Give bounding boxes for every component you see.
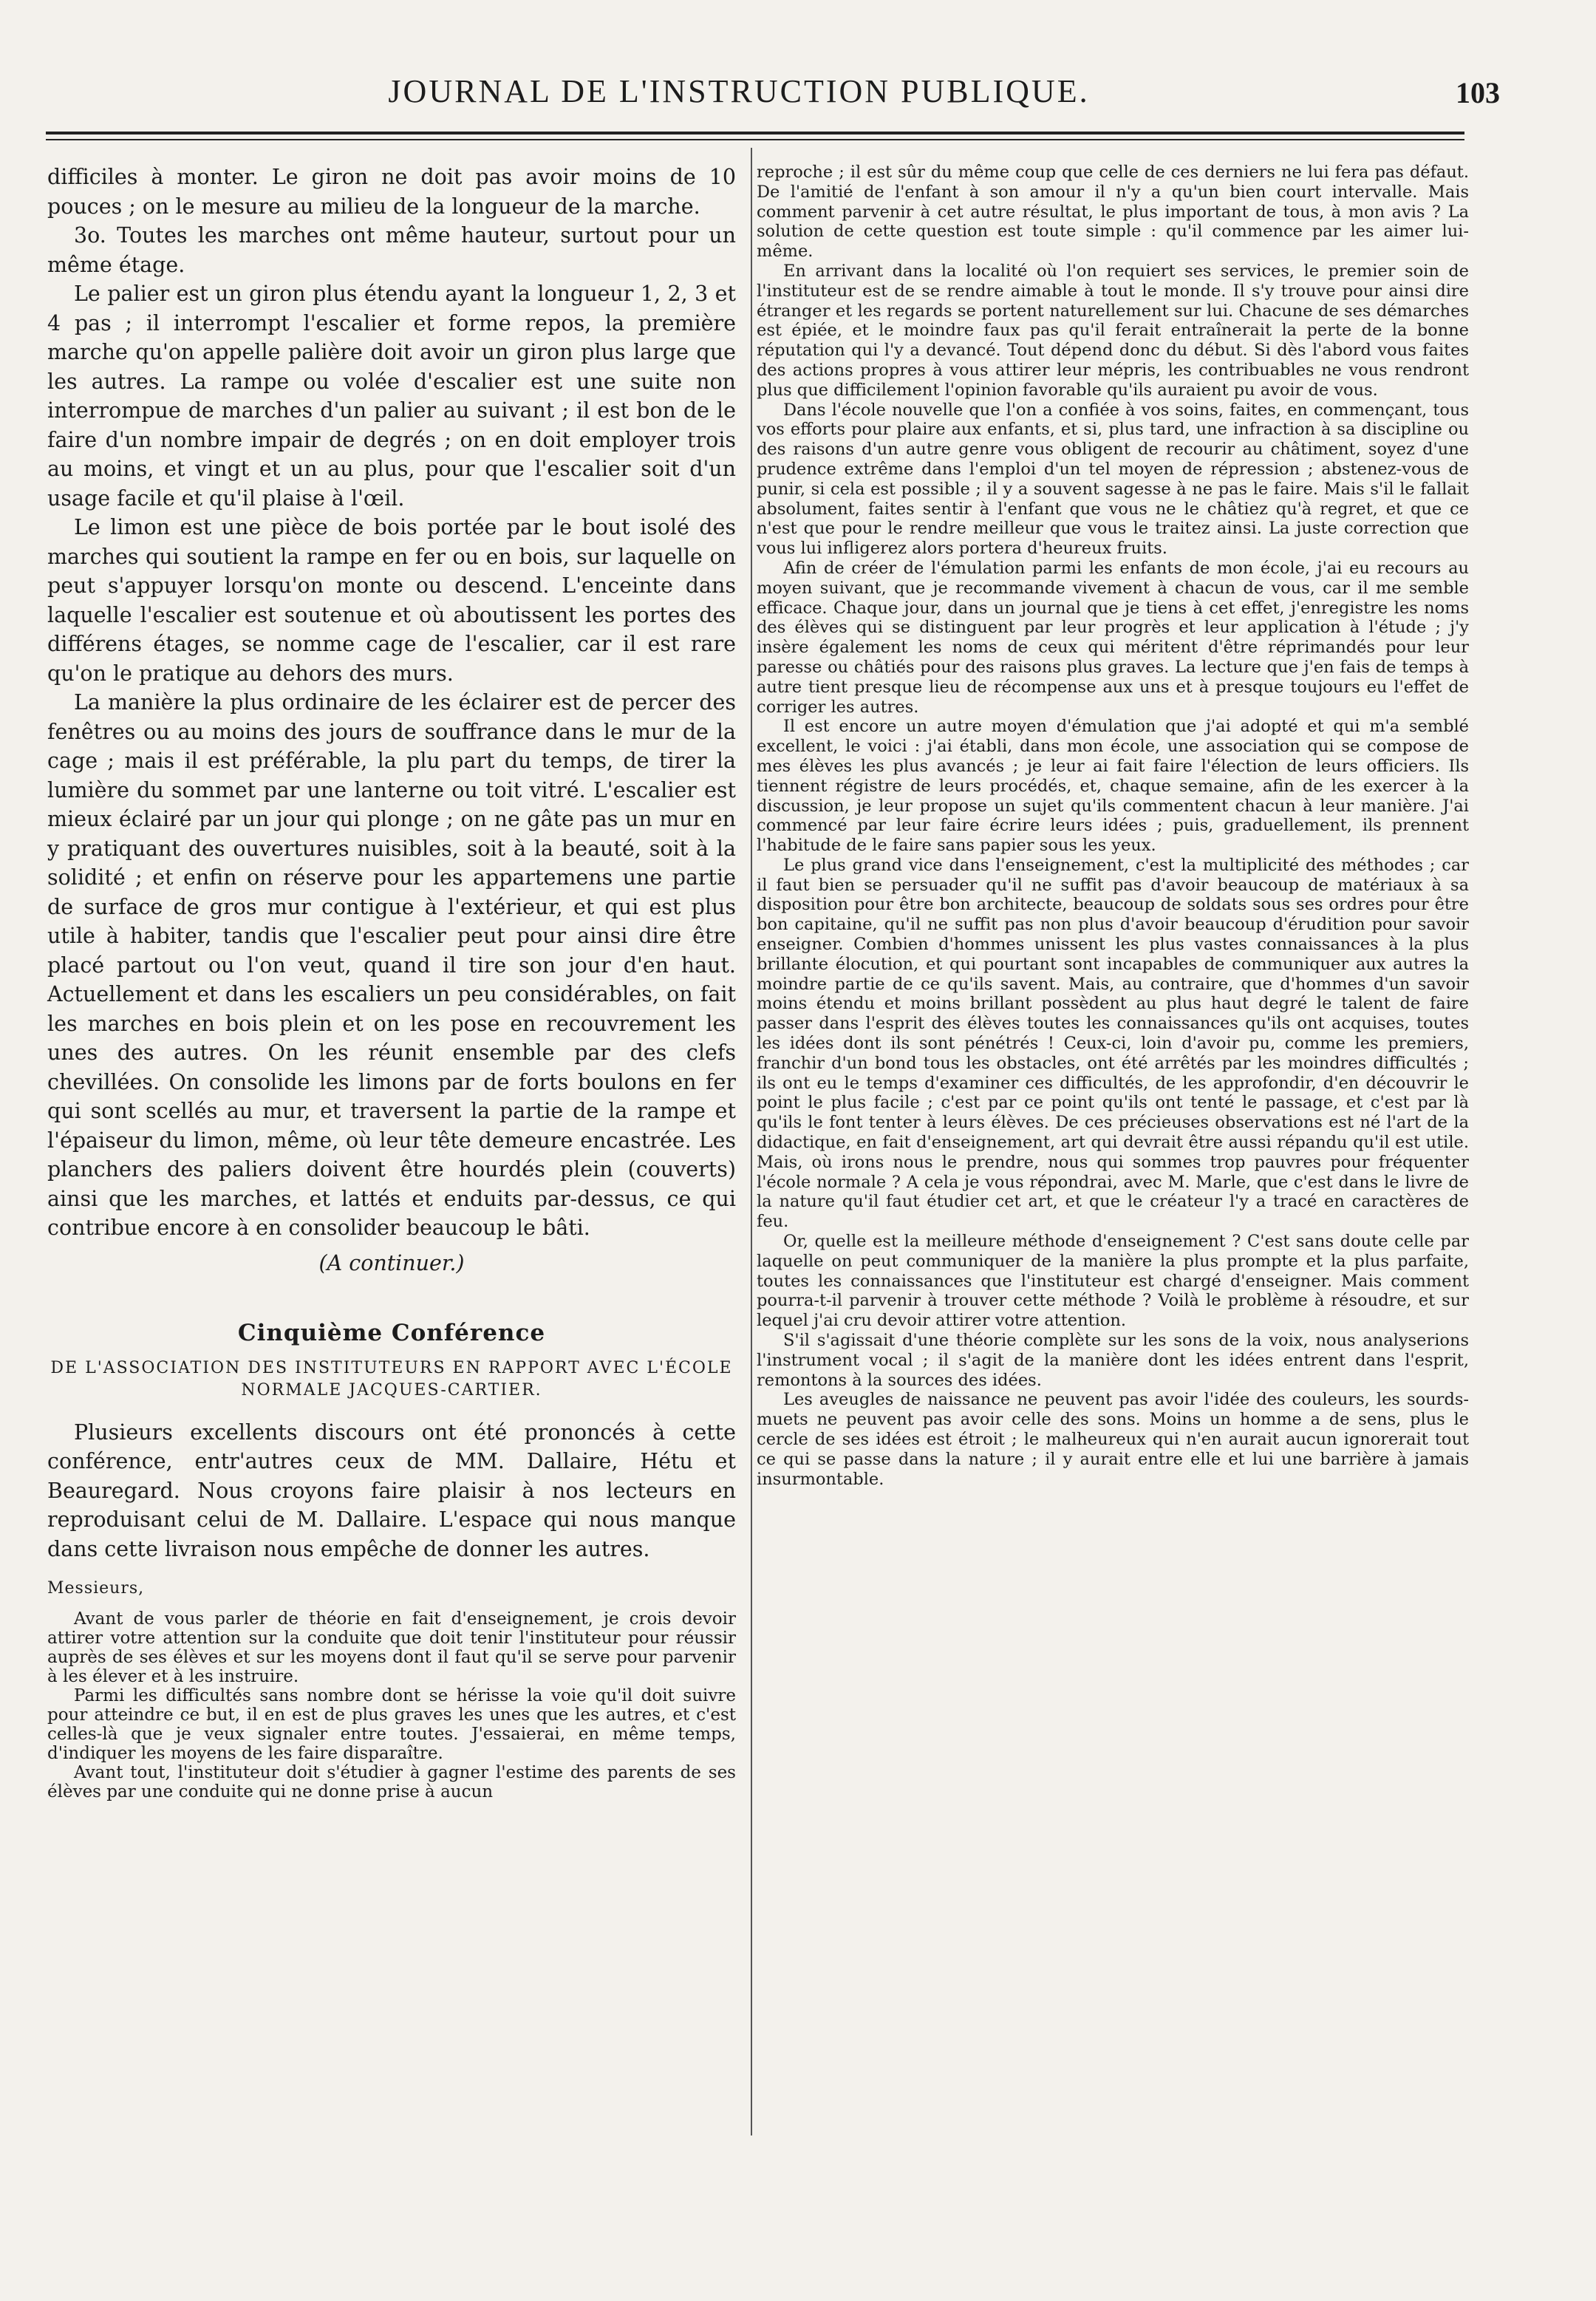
continuation-note: (A continuer.) [318, 1250, 465, 1275]
speech-paragraph: Parmi les difficultés sans nombre dont se hérisse la voie qu'il doit suivre pour atteindre ce but, il en est de plus graves les unes que les autres, et c'est celles-là que je veux signaler entre toutes. J'essaierai, en même temps, d'indiquer les moyens de les faire disparaître. [47, 1685, 736, 1763]
page-header [44, 68, 1552, 127]
right-paragraph: Les aveugles de naissance ne peuvent pas avoir l'idée des couleurs, les sourds-muets ne peuvent pas avoir celle des sons. Moins un homme a de sens, plus le cercle de ses idées est étroit ; le malheureux qui n'en aurait aucun ignorerait tout ce qui se passe dans la nature ; il y aurait entre elle et lui une barrière à jamais insurmontable. [757, 1390, 1469, 1489]
conference-subtitle: DE L'ASSOCIATION DES INSTITUTEURS EN RAPPORT AVEC L'ÉCOLE NORMALE JACQUES-CARTIER. [50, 1358, 733, 1400]
left-paragraph: 3o. Toutes les marches ont même hauteur, surtout pour un même étage. [47, 223, 736, 277]
right-paragraph: reproche ; il est sûr du même coup que celle de ces derniers ne lui fera pas défaut. De l'amitié de l'enfant à son amour il n'y a qu'un bien court intervalle. Mais comment parvenir à cet autre résultat, le plus important de tous, à mon avis ? La solution de cette question est toute simple : qu'il commence par les aimer lui-même. [757, 163, 1469, 262]
page-number: 103 [1456, 76, 1500, 109]
speech-paragraph: Avant de vous parler de théorie en fait d'enseignement, je crois devoir attirer votre attention sur la conduite que doit tenir l'instituteur pour réussir auprès de ses élèves et sur les moyens dont il faut qu'il se serve pour parvenir à les élever et à les instruire. [47, 1609, 736, 1686]
right-column [757, 163, 1469, 1489]
column-divider [751, 148, 752, 2135]
header-rule-thick [46, 132, 1464, 134]
left-paragraph: Le limon est une pièce de bois portée par le bout isolé des marches qui soutient la rampe en fer ou en bois, sur laquelle on peut s'appuyer lorsqu'on monte ou descend. L'enceinte dans laquelle l'escalier est soutenue et où aboutissent les portes des différens étages, se nomme cage de l'escalier, car il est rare qu'on le pratique au dehors des murs. [47, 515, 736, 686]
right-paragraph: Or, quelle est la meilleure méthode d'enseignement ? C'est sans doute celle par laquelle on peut communiquer de la manière la plus prompte et la plus parfaite, toutes les connaissances que l'instituteur est chargé d'enseigner. Mais comment pourra-t-il parvenir à trouver cette méthode ? Voilà le problème à résoudre, et sur lequel j'ai cru devoir attirer votre attention. [757, 1232, 1469, 1331]
left-column [47, 163, 736, 1801]
right-paragraph: En arrivant dans la localité où l'on requiert ses services, le premier soin de l'instituteur est de se rendre aimable à tout le monde. Il s'y trouve pour ainsi dire étranger et les regards se portent naturellement sur lui. Chacune de ses démarches est épiée, et le moindre faux pas qu'il ferait entraînerait la perte de la bonne réputation qui l'y a devancé. Tout dépend donc du début. Si dès l'abord vous faites des actions propres à vous attirer leur mépris, les contribuables ne vous rendront plus que difficilement l'opinion favorable qu'ils auraient pu avoir de vous. [757, 261, 1469, 400]
right-paragraph: S'il s'agissait d'une théorie complète sur les sons de la voix, nous analyserions l'instrument vocal ; il s'agit de la manière dont les idées entrent dans l'esprit, remontons à la sources des idées. [757, 1331, 1469, 1390]
header-rule-thin [46, 139, 1464, 140]
right-paragraph: Dans l'école nouvelle que l'on a confiée à vos soins, faites, en commençant, tous vos efforts pour plaire aux enfants, et si, plus tard, une infraction à sa discipline ou des raisons d'un autre genre vous obligent de recourir au châtiment, soyez d'une prudence extrême dans l'emploi d'un tel moyen de répression ; abstenez-vous de punir, si cela est possible ; il y a souvent sagesse à ne pas le faire. Mais s'il le fallait absolument, faites sentir à l'enfant que vous ne le châtiez qu'à regret, et que ce n'est que pour le rendre meilleur que vous le traitez ainsi. La juste correction que vous lui infligerez alors portera d'heureux fruits. [757, 400, 1469, 559]
left-paragraph: La manière la plus ordinaire de les éclairer est de percer des fenêtres ou au moins des jours de souffrance dans le mur de la cage ; mais il est préférable, la plu part du temps, de tirer la lumière du sommet par une lanterne ou toit vitré. L'escalier est mieux éclairé par un jour qui plonge ; on ne gâte pas un mur en y pratiquant des ouvertures nuisibles, soit à la beauté, soit à la solidité ; et enfin on réserve pour les appartemens une partie de surface de gros mur contigue à l'extérieur, et qui est plus utile à habiter, tandis que l'escalier peut pour ainsi dire être placé partout ou l'on veut, quand il tire son jour d'en haut. Actuellement et dans les escaliers un peu considérables, on fait les marches en bois plein et on les pose en recouvrement les unes des autres. On les réunit ensemble par des clefs chevillées. On consolide les limons par de forts boulons en fer qui sont scellés au mur, et traversent la partie de la rampe et l'épaiseur du limon, même, où leur tête demeure encastrée. Les planchers des paliers doivent être hourdés plein (couverts) ainsi que les marches, et lattés et enduits par-dessus, ce qui contribue encore à en consolider beaucoup le bâti. [47, 690, 736, 1240]
left-paragraph: Le palier est un giron plus étendu ayant la longueur 1, 2, 3 et 4 pas ; il interrompt l'escalier et forme repos, la première marche qu'on appelle palière doit avoir un giron plus large que les autres. La rampe ou volée d'escalier est une suite non interrompue de marches d'un palier au suivant ; il est bon de le faire d'un nombre impair de degrés ; on en doit employer trois au moins, et vingt et un au plus, pour que l'escalier soit d'un usage facile et qu'il plaise à l'œil. [47, 282, 736, 511]
right-paragraph: Afin de créer de l'émulation parmi les enfants de mon école, j'ai eu recours au moyen suivant, que je recommande vivement à chacun de vous, car il me semble efficace. Chaque jour, dans un journal que je tiens à cet effet, j'enregistre les noms des élèves qui se distinguent par leur progrès et leur application à l'étude ; j'y insère également les noms de ceux qui méritent d'être réprimandés pour leur paresse ou châtiés pour des raisons plus graves. La lecture que j'en fais de temps à autre tient presque lieu de récompense aux uns et à presque toujours eu l'effet de corriger les autres. [757, 558, 1469, 717]
journal-title: JOURNAL DE L'INSTRUCTION PUBLIQUE. [388, 73, 1090, 109]
right-paragraph: Le plus grand vice dans l'enseignement, c'est la multiplicité des méthodes ; car il faut bien se persuader qu'il ne suffit pas d'avoir beaucoup de matériaux à sa disposition pour être bon architecte, beaucoup de soldats sous ses ordres pour être bon capitaine, qu'il ne suffit pas non plus d'avoir beaucoup d'érudition pour savoir enseigner. Combien d'hommes unissent les plus vastes connaissances à la plus brillante élocution, et qui pourtant sont incapables de communiquer aux autres la moindre partie de ce qu'ils savent. Mais, au contraire, que d'hommes d'un savoir moins étendu et moins brillant possèdent au plus haut degré le talent de faire passer dans l'esprit des élèves toutes les connaissances qu'ils ont acquises, toutes les idées dont ils sont pénétrés ! Ceux-ci, loin d'avoir pu, comme les premiers, franchir d'un bond tous les obstacles, ont été arrêtés par les moindres difficultés ; ils ont eu le temps d'examiner ces difficultés, de les approfondir, d'en découvrir le point le plus facile ; c'est par ce point qu'ils ont tenté le passage, et c'est par là qu'ils le font tenter à leurs élèves. De ces précieuses observations est né l'art de la didactique, en fait d'enseignement, art qui devrait être aussi répandu qu'il est utile. Mais, où irons nous le prendre, nous qui sommes trop pauvres pour fréquenter l'école normale ? A cela je vous répondrai, avec M. Marle, que c'est dans le livre de la nature qu'il faut étudier cet art, et que le créateur l'y a tracé en caractères de feu. [757, 855, 1469, 1232]
conference-title: Cinquième Conférence [237, 1320, 546, 1346]
left-paragraph: difficiles à monter. Le giron ne doit pas avoir moins de 10 pouces ; on le mesure au milieu de la longueur de la marche. [47, 165, 736, 219]
speech-paragraph: Avant tout, l'instituteur doit s'étudier à gagner l'estime des parents de ses élèves par une conduite qui ne donne prise à aucun [47, 1762, 736, 1801]
intro-paragraph: Plusieurs excellents discours ont été prononcés à cette conférence, entr'autres ceux de MM. Dallaire, Hétu et Beauregard. Nous croyons faire plaisir à nos lecteurs en reproduisant celui de M. Dallaire. L'espace qui nous manque dans cette livraison nous empêche de donner les autres. [47, 1419, 736, 1561]
right-paragraph: Il est encore un autre moyen d'émulation que j'ai adopté et qui m'a semblé excellent, le voici : j'ai établi, dans mon école, une association qui se compose de mes élèves les plus avancés ; je leur ai fait faire l'élection de leurs officiers. Ils tiennent régistre de leurs procédés, et, chaque semaine, afin de les exercer à la discussion, je leur propose un sujet qu'ils commentent chacun à leur manière. J'ai commencé par leur faire écrire leurs idées ; puis, graduellement, ils prennent l'habitude de le faire sans papier sous les yeux. [757, 717, 1469, 856]
salutation: Messieurs, [47, 1579, 145, 1598]
